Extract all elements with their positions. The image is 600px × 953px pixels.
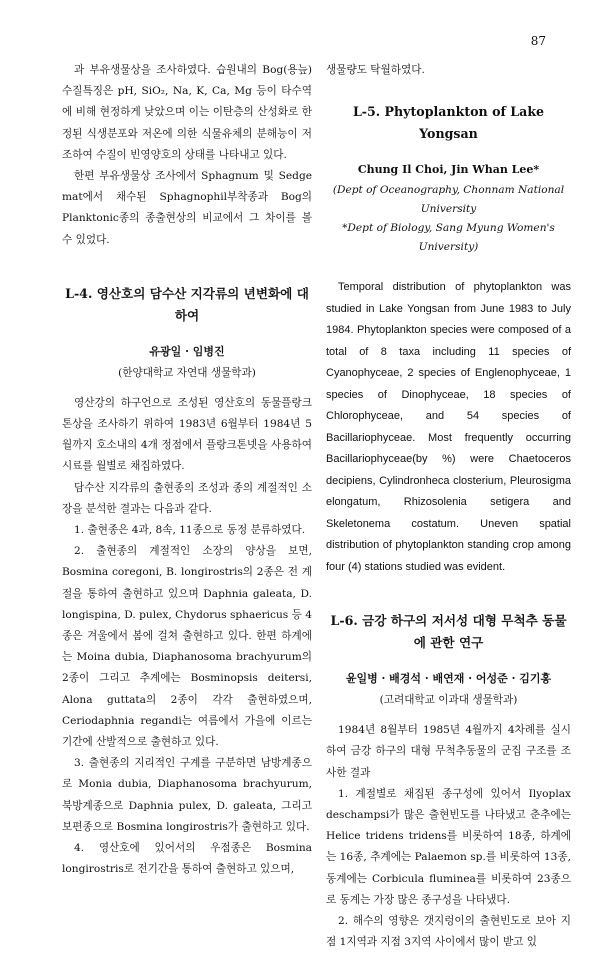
body-paragraph: 1984년 8월부터 1985년 4월까지 4차례를 실시하여 금강 하구의 대형 무척추동물의 군집 구조를 조사한 결과 [326,724,571,779]
authors-l5: Chung Il Choi, Jin Whan Lee* [357,163,540,177]
affiliation-l5-2: *Dept of Biology, Sang Myung Women's University) [342,222,555,254]
section-title-l5: L-5. Phytoplankton of Lake Yongsan [352,104,545,142]
affiliation-l5-1: (Dept of Oceanography, Chonnam National University [332,184,565,216]
continued-line: 생물량도 탁월하였다. [326,64,425,76]
list-item: 3. 출현종의 지리적인 구계를 구분하면 남방계종으로 Monia dubia, Diaphanosoma brachyurum, 북방계종으로 Daphnia pulex, D. galeata, 그리고 보편종으로 Bosmina longirostris가 출현하고 있다. [62,757,312,833]
section-title-l6: L-6. 금강 하구의 저서성 대형 무척추 동물에 관한 연구 [330,613,567,651]
list-item: 1. 출현종은 4과, 8속, 11종으로 동정 분류하였다. [74,524,306,537]
list-item: 2. 출현종의 계절적인 소장의 양상을 보면, Bosmina coregoni, B. longirostris의 2종은 전 계절을 통하여 출현하고 있으며 Daphnia galeata, D. longispina, D. pulex, Chydorus sphaericus 등 4종은 겨울에서 봄에 걸쳐 출현하고 있다. 한편 하계에는 Moina dubia, Diaphanosoma brachyurum의 2종이 그리고 추계에는 Bosminopsis deitersi, Alona guttata의 2종이 각각 출현하였으며, Ceriodaphnia regandi는 여름에서 가을에 이르는 기간에 산발적으로 출현하고 있다. [62,545,312,749]
section-title-l4: L-4. 영산호의 담수산 지각류의 년변화에 대하여 [65,285,309,323]
continued-paragraph: 과 부유생물상을 조사하였다. 습원내의 Bog(용늪) 수질특징은 pH, SiO₂, Na, K, Ca, Mg 등이 타수역에 비해 현정하게 낮았으며 이는 이탄층의 산성화로 한정된 식생분포와 저온에 의한 식물유체의 분해능이 저조하여 수질이 빈영양호의 상태를 나타내고 있다. [62,64,312,161]
left-column [62,60,312,881]
right-column [326,60,571,953]
authors-l4: 유광일 · 임병진 [149,344,225,358]
authors-l6: 윤일병 · 배경석 · 배연재 · 어성준 · 김기홍 [345,672,552,686]
abstract-l5: Temporal distribution of phytoplankton was studied in Lake Yongsan from June 1983 to July 1984. Phytoplankton species were composed of a total of 8 taxa including 11 species of Cyanophyceae, 2 species of Englenophyceae, 1 species of Dinophyceae, 18 species of Chlorophyceae, and 54 species of Bacillariophyceae. Most frequently occurring Bacillariophyceae(by %) were Chaetoceros decipiens, Cylindronheca closterium, Pleurosigma elongatum, Rhizosolenia setigera and Skeletonema costatum. Uneven spatial distribution of phytoplankton standing crop among four (4) stations studied was evident. [326,281,571,573]
continued-paragraph-2: 한편 부유생물상 조사에서 Sphagnum 및 Sedge mat에서 채수된 Sphagnophil부착종과 Bog의 Planktonic종의 종출현상의 비교에서 그 차이를 볼 수 있었다. [62,170,312,246]
body-paragraph: 담수산 지각류의 출현종의 조성과 종의 계절적인 소장을 분석한 결과는 다음과 같다. [62,481,312,515]
body-paragraph: 영산강의 하구언으로 조성된 영산호의 동물플랑크톤상을 조사하기 위하여 1983년 6월부터 1984년 5월까지 호소내의 4개 정점에서 플랑크톤넷을 사용하여 시료를 월별로 채집하였다. [62,396,312,473]
affiliation-l4: (한양대학교 자연대 생물학과) [118,366,256,379]
list-item: 4. 영산호에 있어서의 우점종은 Bosmina longirostris로 전기간을 통하여 출현하고 있으며, [62,842,312,876]
list-item: 2. 해수의 영향은 갯지렁이의 출현빈도로 보아 지점 1지역과 지점 3지역 사이에서 많이 받고 있 [326,915,571,949]
affiliation-l6: (고려대학교 이과대 생물학과) [379,694,518,707]
list-item: 1. 계절별로 채집된 종구성에 있어서 Ilyoplax deschampsi가 많은 출현빈도를 나타냈고 춘추에는 Helice tridens tridens를 비롯하여 18종, 하계에는 16종, 추계에는 Palaemon sp.를 비롯하여 13종, 동계에는 Corbicula fluminea를 비롯하여 23종으로 동계는 가장 많은 종구성을 나타냈다. [326,787,571,906]
page-number: 87 [530,34,546,48]
